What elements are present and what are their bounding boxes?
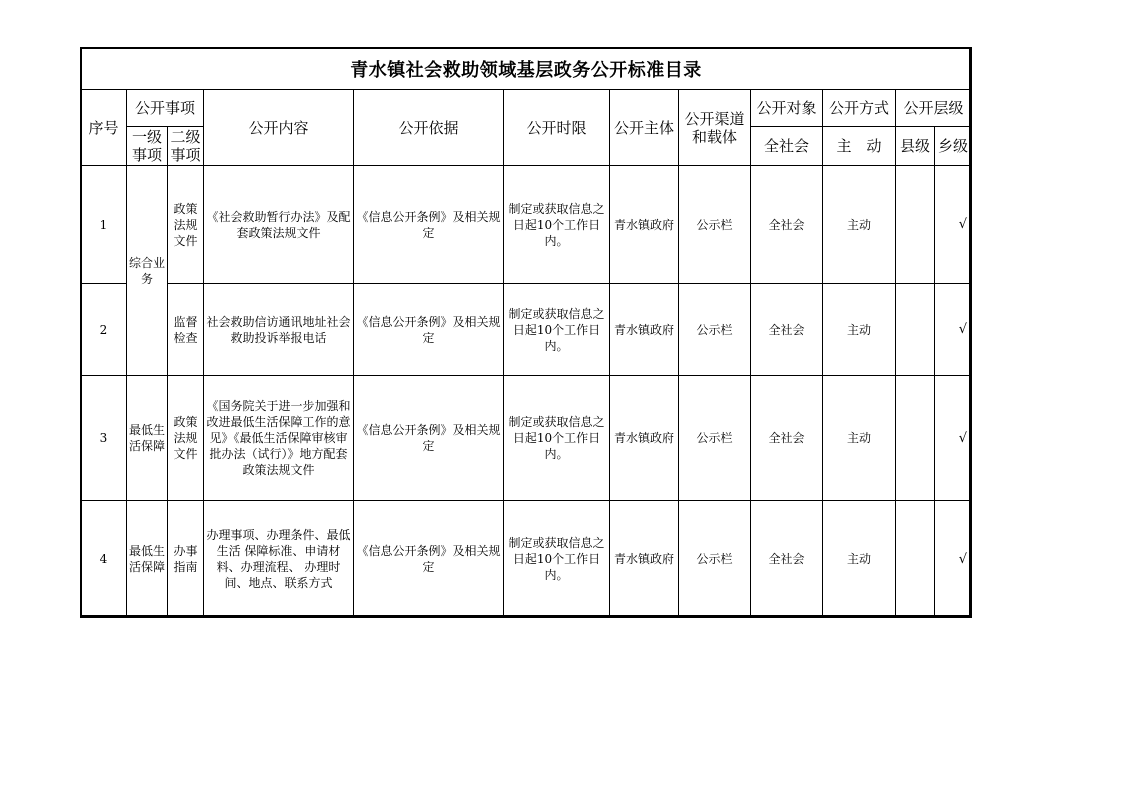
cell-subject: 青水镇政府 (610, 284, 679, 376)
cell-method: 主动 (823, 284, 896, 376)
cell-target: 全社会 (751, 376, 823, 501)
table-row (81, 501, 972, 618)
header-county: 县级 (896, 127, 935, 166)
cell-content: 办理事项、办理条件、最低生活 保障标准、申请材料、办理流程、 办理时间、地点、联系方式 (204, 501, 354, 618)
cell-level1: 综合业务 (127, 166, 168, 376)
header-matters: 公开事项 (127, 90, 204, 127)
cell-target: 全社会 (751, 166, 823, 284)
header-channel: 公开渠道和载体 (679, 90, 751, 166)
header-target-all: 全社会 (751, 127, 823, 166)
cell-seq: 1 (81, 166, 127, 284)
cell-subject: 青水镇政府 (610, 376, 679, 501)
header-time-limit: 公开时限 (504, 90, 610, 166)
cell-channel: 公示栏 (679, 501, 751, 618)
cell-level2: 监督检查 (168, 284, 204, 376)
catalog-table (80, 47, 972, 618)
cell-county (896, 376, 935, 501)
cell-seq: 3 (81, 376, 127, 501)
cell-time-limit: 制定或获取信息之日起10个工作日内。 (504, 284, 610, 376)
header-level: 公开层级 (896, 90, 972, 127)
cell-basis: 《信息公开条例》及相关规定 (354, 376, 504, 501)
header-method-active: 主 动 (823, 127, 896, 166)
cell-content: 《国务院关于进一步加强和改进最低生活保障工作的意见》《最低生活保障审核审批办法（试行）》地方配套政策法规文件 (204, 376, 354, 501)
cell-basis: 《信息公开条例》及相关规定 (354, 166, 504, 284)
header-target: 公开对象 (751, 90, 823, 127)
cell-county (896, 166, 935, 284)
header-method: 公开方式 (823, 90, 896, 127)
cell-seq: 2 (81, 284, 127, 376)
table-row (81, 166, 972, 284)
cell-subject: 青水镇政府 (610, 501, 679, 618)
cell-seq: 4 (81, 501, 127, 618)
cell-time-limit: 制定或获取信息之日起10个工作日内。 (504, 501, 610, 618)
cell-time-limit: 制定或获取信息之日起10个工作日内。 (504, 166, 610, 284)
cell-content: 《社会救助暂行办法》及配套政策法规文件 (204, 166, 354, 284)
header-seq: 序号 (81, 90, 127, 166)
cell-content: 社会救助信访通讯地址社会救助投诉举报电话 (204, 284, 354, 376)
cell-channel: 公示栏 (679, 376, 751, 501)
cell-method: 主动 (823, 501, 896, 618)
cell-township-check: √ (935, 284, 972, 376)
cell-subject: 青水镇政府 (610, 166, 679, 284)
cell-basis: 《信息公开条例》及相关规定 (354, 284, 504, 376)
cell-channel: 公示栏 (679, 166, 751, 284)
cell-method: 主动 (823, 376, 896, 501)
header-township: 乡级 (935, 127, 972, 166)
cell-target: 全社会 (751, 284, 823, 376)
table-title-text: 青水镇社会救助领域基层政务公开标准目录 (350, 59, 702, 81)
cell-township-check: √ (935, 376, 972, 501)
cell-county (896, 284, 935, 376)
cell-county (896, 501, 935, 618)
catalog-sheet (80, 47, 971, 618)
cell-method: 主动 (823, 166, 896, 284)
header-level1: 一级事项 (127, 127, 168, 166)
cell-basis: 《信息公开条例》及相关规定 (354, 501, 504, 618)
header-content: 公开内容 (204, 90, 354, 166)
header-basis: 公开依据 (354, 90, 504, 166)
cell-target: 全社会 (751, 501, 823, 618)
cell-level2: 政策法规文件 (168, 166, 204, 284)
table-row (81, 376, 972, 501)
cell-level1: 最低生活保障 (127, 501, 168, 618)
header-level2: 二级事项 (168, 127, 204, 166)
table-row (81, 284, 972, 376)
cell-level2: 政策法规文件 (168, 376, 204, 501)
cell-time-limit: 制定或获取信息之日起10个工作日内。 (504, 376, 610, 501)
table-title (81, 48, 972, 90)
header-subject: 公开主体 (610, 90, 679, 166)
cell-level2: 办事指南 (168, 501, 204, 618)
cell-township-check: √ (935, 501, 972, 618)
cell-channel: 公示栏 (679, 284, 751, 376)
cell-level1: 最低生活保障 (127, 376, 168, 501)
cell-township-check: √ (935, 166, 972, 284)
